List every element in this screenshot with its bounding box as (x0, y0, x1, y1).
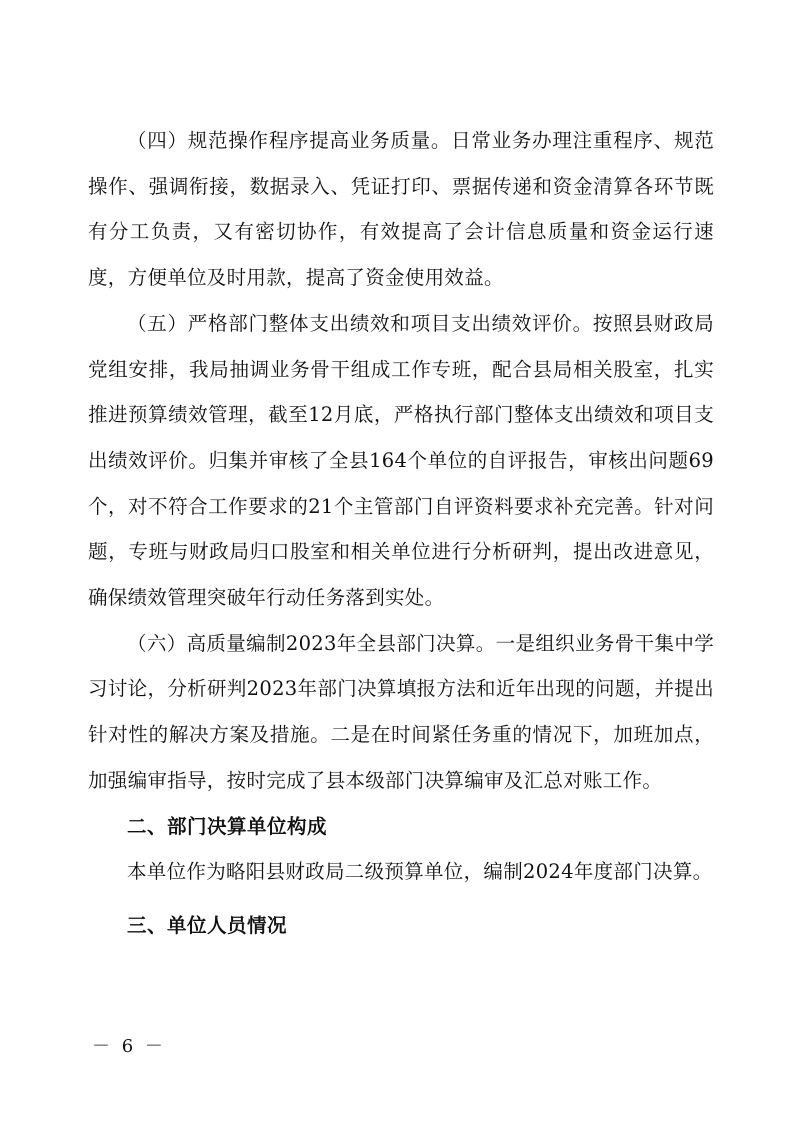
page-number: － 6 － (92, 1036, 166, 1057)
paragraph-performance-evaluation: （五）严格部门整体支出绩效和项目支出绩效评价。按照县财政局党组安排，我局抽调业务骨干组成工作专班，配合县局相关股室，扎实推进预算绩效管理，截至12月底，严格执行部门整体支出绩效和项目支出绩效评价。归集并审核了全县164个单位的自评报告，审核出问题69个，对不符合工作要求的21个主管部门自评资料要求补充完善。针对问题，专班与财政局归口股室和相关单位进行分析研判，提出改进意见，确保绩效管理突破年行动任务落到实处。 (88, 311, 714, 610)
section-heading-staff: 三、单位人员情况 (127, 913, 288, 937)
paragraph-standardize-procedures: （四）规范操作程序提高业务质量。日常业务办理注重程序、规范操作、强调衔接，数据录入、凭证打印、票据传递和资金清算各环节既有分工负责，又有密切协作，有效提高了会计信息质量和资金运行速度，方便单位及时用款，提高了资金使用效益。 (88, 129, 714, 290)
spacer (88, 895, 714, 903)
section-heading-unit-composition: 二、部门决算单位构成 (127, 814, 328, 838)
paragraph-final-accounts-2023: （六）高质量编制2023年全县部门决算。一是组织业务骨干集中学习讨论，分析研判2023年部门决算填报方法和近年出现的问题，并提出针对性的解决方案及措施。二是在时间紧任务重的情况下，加班加点，加强编审指导，按时完成了县本级部门决算编审及汇总对账工作。 (88, 631, 714, 792)
paragraph-unit-composition: 本单位作为略阳县财政局二级预算单位，编制2024年度部门决算。 (127, 860, 713, 884)
document-body (88, 118, 714, 949)
